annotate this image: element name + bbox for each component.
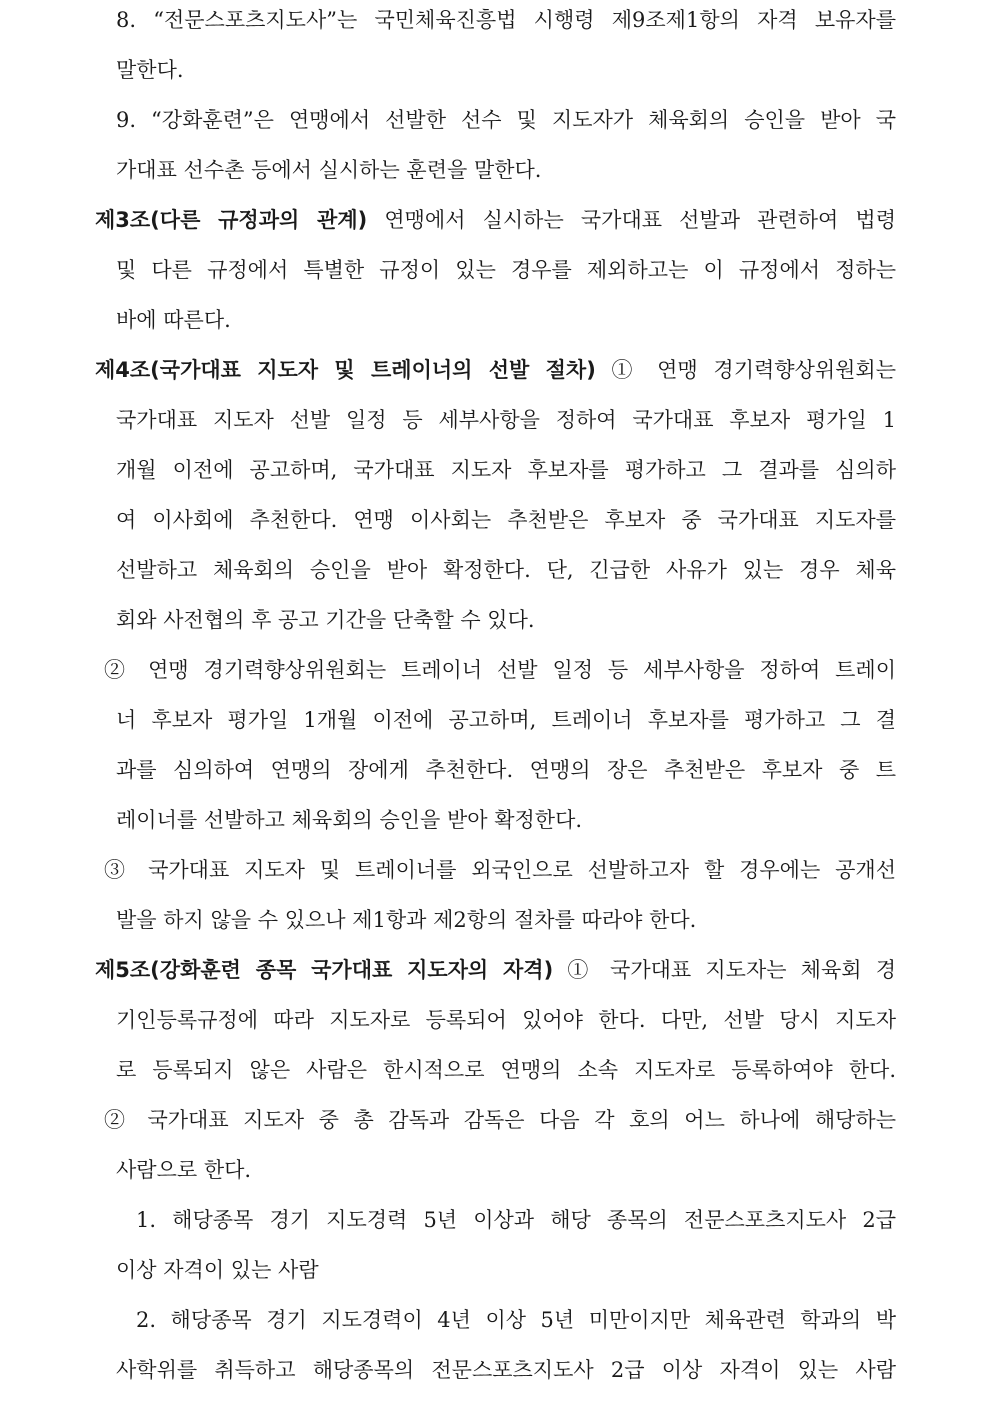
text-span: 연맹에서 실시하는 국가대표 선발과 관련하여 법령 — [367, 208, 896, 232]
text-line: 말한다. — [116, 58, 184, 82]
paragraph-2-line: ② 연맹 경기력향상위원회는 트레이너 선발 일정 등 세부사항을 정하여 트레이 — [104, 658, 896, 682]
text-line: 로 등록되지 않은 사람은 한시적으로 연맹의 소속 지도자로 등록하여야 한다. — [116, 1058, 896, 1082]
article-5-heading: 제5조(강화훈련 종목 국가대표 지도자의 자격) — [95, 958, 554, 982]
text-line: 바에 따른다. — [116, 308, 231, 332]
paragraph-3-line: ③ 국가대표 지도자 및 트레이너를 외국인으로 선발하고자 할 경우에는 공개선 — [104, 858, 896, 882]
text-line: 과를 심의하여 연맹의 장에게 추천한다. 연맹의 장은 추천받은 후보자 중 트 — [116, 758, 896, 782]
article-4-first-line — [95, 355, 896, 385]
text-line: 및 다른 규정에서 특별한 규정이 있는 경우를 제외하고는 이 규정에서 정하는 — [116, 258, 896, 282]
text-line: 사람으로 한다. — [116, 1158, 252, 1182]
text-line: 발을 하지 않을 수 있으나 제1항과 제2항의 절차를 따라야 한다. — [116, 908, 697, 932]
text-line: 국가대표 지도자 선발 일정 등 세부사항을 정하여 국가대표 후보자 평가일 1 — [116, 408, 896, 432]
text-line: 기인등록규정에 따라 지도자로 등록되어 있어야 한다. 다만, 선발 당시 지도자 — [116, 1008, 896, 1032]
article-5-first-line — [95, 955, 896, 985]
article-4-heading: 제4조(국가대표 지도자 및 트레이너의 선발 절차) — [95, 358, 596, 382]
paragraph-2-line: ② 국가대표 지도자 중 총 감독과 감독은 다음 각 호의 어느 하나에 해당하는 — [104, 1108, 896, 1132]
text-line: 너 후보자 평가일 1개월 이전에 공고하며, 트레이너 후보자를 평가하고 그 결 — [116, 708, 896, 732]
text-span: ① 국가대표 지도자는 체육회 경 — [553, 958, 897, 982]
text-line: 개월 이전에 공고하며, 국가대표 지도자 후보자를 평가하고 그 결과를 심의하 — [116, 458, 896, 482]
text-line: 레이너를 선발하고 체육회의 승인을 받아 확정한다. — [116, 808, 583, 832]
numbered-item-1: 1. 해당종목 경기 지도경력 5년 이상과 해당 종목의 전문스포츠지도사 2급 — [136, 1208, 896, 1232]
text-line: 8. “전문스포츠지도사”는 국민체육진흥법 시행령 제9조제1항의 자격 보유자를 — [116, 8, 896, 32]
text-line: 9. “강화훈련”은 연맹에서 선발한 선수 및 지도자가 체육회의 승인을 받아 국 — [116, 108, 896, 132]
article-3-first-line — [95, 205, 896, 235]
text-line: 선발하고 체육회의 승인을 받아 확정한다. 단, 긴급한 사유가 있는 경우 체육 — [116, 558, 896, 582]
text-span: ① 연맹 경기력향상위원회는 — [595, 358, 896, 382]
text-line: 회와 사전협의 후 공고 기간을 단축할 수 있다. — [116, 608, 535, 632]
text-line: 가대표 선수촌 등에서 실시하는 훈련을 말한다. — [116, 158, 542, 182]
text-line: 이상 자격이 있는 사람 — [116, 1258, 319, 1282]
text-line: 사학위를 취득하고 해당종목의 전문스포츠지도사 2급 이상 자격이 있는 사람 — [116, 1358, 896, 1382]
text-line: 여 이사회에 추천한다. 연맹 이사회는 추천받은 후보자 중 국가대표 지도자를 — [116, 508, 896, 532]
article-3-heading: 제3조(다른 규정과의 관계) — [95, 208, 368, 232]
numbered-item-2: 2. 해당종목 경기 지도경력이 4년 이상 5년 미만이지만 체육관련 학과의 박 — [136, 1308, 896, 1332]
